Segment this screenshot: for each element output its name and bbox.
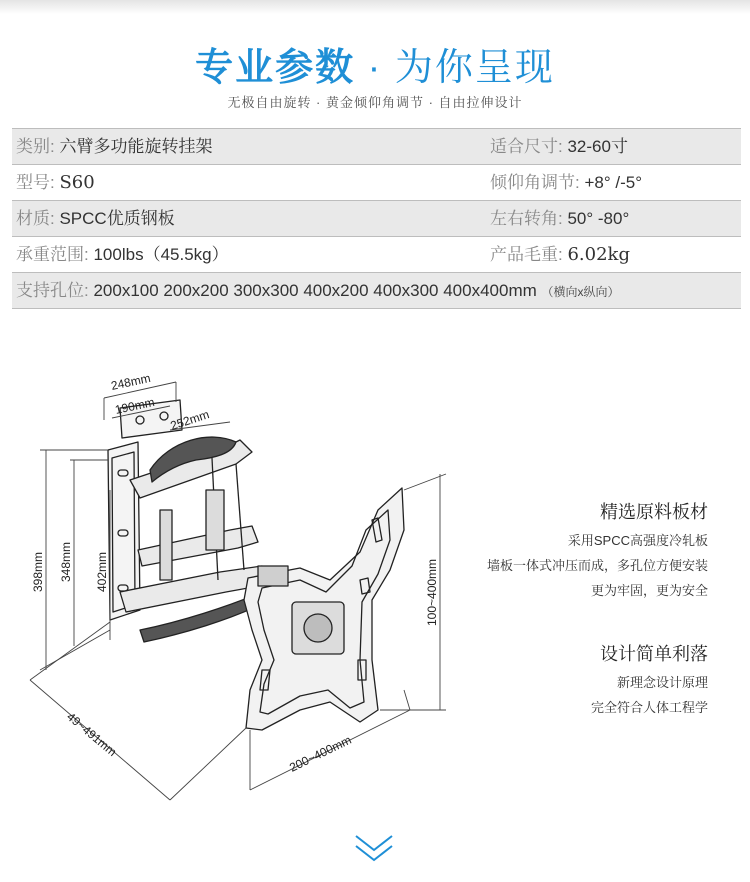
dim-398: 398mm: [31, 551, 45, 592]
dim-348: 348mm: [59, 541, 73, 582]
spec-model: [16, 165, 95, 200]
page-title: [0, 36, 750, 91]
spec-value: S60: [59, 172, 95, 193]
feature-heading-material: 精选原料板材: [600, 502, 708, 522]
dim-402: 402mm: [95, 551, 109, 592]
spec-row: [12, 201, 741, 237]
spec-label: 支持孔位:: [16, 281, 89, 300]
spec-swivel: [490, 201, 629, 236]
spec-size: [490, 129, 628, 164]
feature-line: 墙板一体式冲压而成，多孔位方便安装: [486, 558, 708, 573]
spec-value: 32-60寸: [567, 137, 628, 156]
spec-label: 型号:: [16, 173, 55, 192]
spec-value: 100lbs（45.5kg）: [93, 245, 229, 264]
spec-label: 材质:: [16, 209, 55, 228]
dim-248: 248mm: [109, 370, 152, 393]
spec-category: [16, 129, 212, 164]
feature-line: 新理念设计原理: [616, 675, 708, 690]
dim-252: 252mm: [168, 407, 211, 433]
spec-vesa: [16, 273, 620, 308]
spec-load: [16, 237, 229, 272]
title-dot: ·: [355, 47, 395, 89]
spec-label: 适合尺寸:: [490, 137, 563, 156]
dim-49-491: 49~491mm: [64, 709, 120, 760]
spec-value: +8° /-5°: [584, 173, 643, 192]
top-shadow: [0, 0, 750, 14]
spec-row: [12, 237, 741, 273]
spec-value: 六臂多功能旋转挂架: [59, 137, 213, 156]
spec-value: 50° -80°: [567, 209, 630, 228]
spec-row: [12, 129, 741, 165]
spec-tilt: [490, 165, 642, 200]
spec-row: [12, 165, 741, 201]
dim-200-400: 200~400mm: [287, 732, 354, 775]
title-main: 专业参数: [195, 47, 356, 89]
feature-line: 完全符合人体工程学: [590, 700, 708, 715]
page-subtitle: 无极自由旋转 · 黄金倾仰角调节 · 自由拉伸设计: [227, 95, 523, 110]
feature-line: 采用SPCC高强度冷轧板: [567, 533, 708, 548]
spec-weight: [490, 237, 630, 272]
spec-row: [12, 273, 741, 309]
dim-100-400: 100~400mm: [425, 558, 439, 626]
feature-line: 更为牢固，更为安全: [590, 583, 708, 598]
spec-value: 200x100 200x200 300x300 400x200 400x300 400x400mm: [93, 281, 537, 300]
spec-material: [16, 201, 175, 236]
dim-190: 190mm: [113, 394, 156, 417]
spec-table: [12, 128, 741, 309]
spec-label: 倾仰角调节:: [490, 173, 580, 192]
spec-value: 6.02kg: [567, 244, 630, 265]
spec-label: 类别:: [16, 137, 55, 156]
spec-value: SPCC优质钢板: [59, 209, 175, 228]
middle-arm: [138, 526, 258, 566]
spec-note: （横向x纵向）: [541, 285, 620, 299]
feature-heading-design: 设计简单利落: [600, 644, 708, 664]
spec-label: 左右转角:: [490, 209, 563, 228]
double-chevron-down-icon[interactable]: [350, 830, 398, 866]
spec-label: 产品毛重:: [490, 245, 563, 264]
title-sub: 为你呈现: [394, 47, 555, 89]
spec-label: 承重范围:: [16, 245, 89, 264]
